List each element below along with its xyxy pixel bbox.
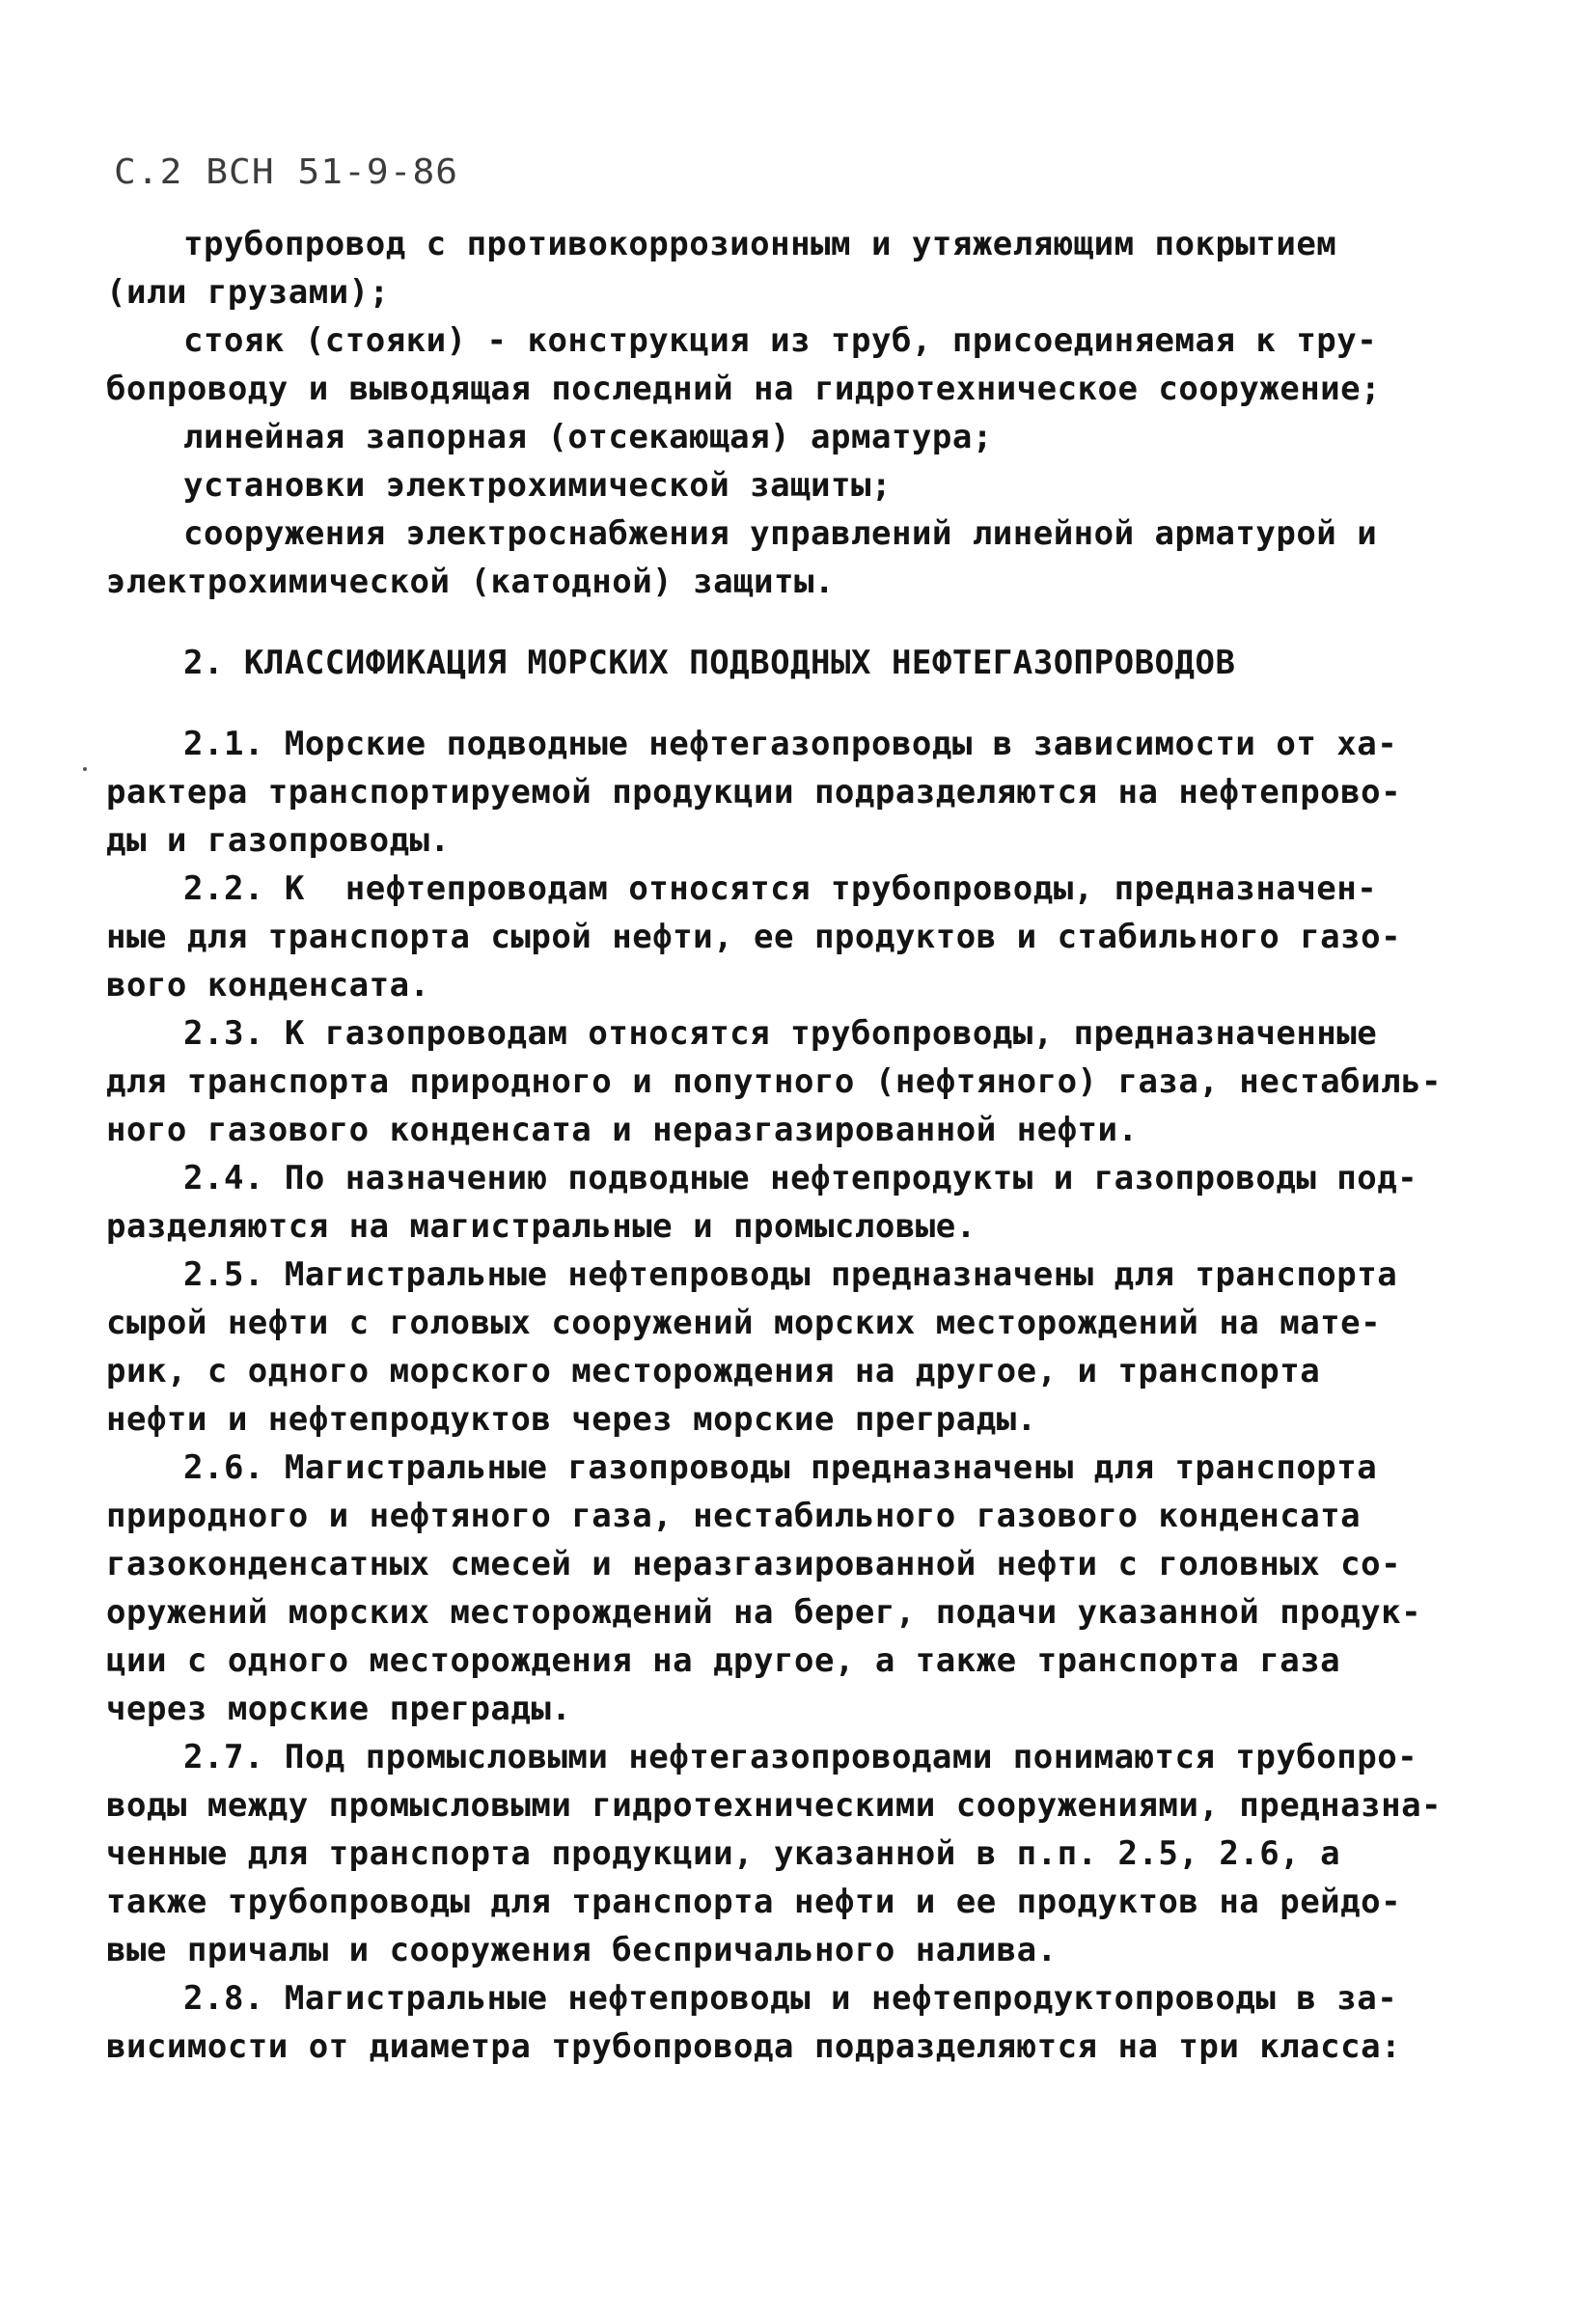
section-heading: 2. КЛАССИФИКАЦИЯ МОРСКИХ ПОДВОДНЫХ НЕФТЕГАЗОПРОВОДОВ [183,644,1236,682]
text-line: также трубопроводы для транспорта нефти и ее продуктов на рейдо- [106,1883,1402,1921]
text-line: рактера транспортируемой продукции подразделяются на нефтепрово- [106,773,1402,812]
paragraph-gap [106,606,1457,639]
text-line: установки электрохимической защиты; [183,466,892,505]
text-line: воды между промысловыми гидротехническими сооружениями, предназна- [106,1786,1443,1825]
text-line: для транспорта природного и попутного (нефтяного) газа, нестабиль- [106,1062,1443,1101]
text-line: сооружения электроснабжения управлений линейной арматурой и [183,514,1378,553]
text-line: вого конденсата. [106,966,430,1005]
text-line: линейная запорная (отсекающая) арматура; [183,418,993,456]
text-line: бопроводу и выводящая последний на гидротехническое сооружение; [106,370,1382,408]
text-line: вые причалы и сооружения беспричального налива. [106,1931,1058,1969]
document-body [106,220,1457,2071]
text-line: 2.2. К нефтепроводам относятся трубопроводы, предназначен- [183,869,1378,908]
text-line: газоконденсатных смесей и неразгазированной нефти с головных со- [106,1545,1402,1583]
text-line: ные для транспорта сырой нефти, ее продуктов и стабильного газо- [106,918,1402,956]
scan-speck [83,767,87,771]
text-line: 2.7. Под промысловыми нефтегазопроводами понимаются трубопро- [183,1738,1418,1776]
paragraph-gap [106,687,1457,720]
text-line: трубопровод с противокоррозионным и утяжеляющим покрытием [183,225,1337,263]
text-line: нефти и нефтепродуктов через морские преграды. [106,1400,1037,1439]
text-line: электрохимической (катодной) защиты. [106,563,835,601]
text-line: 2.8. Магистральные нефтепроводы и нефтепродуктопроводы в за- [183,1979,1398,2018]
document-code: С.2 ВСН 51-9-86 [114,152,459,192]
text-line: оружений морских месторождений на берег, подачи указанной продук- [106,1593,1422,1632]
text-line: 2.1. Морские подводные нефтегазопроводы в зависимости от ха- [183,725,1398,763]
text-line: 2.3. К газопроводам относятся трубопроводы, предназначенные [183,1014,1378,1053]
text-line: ченные для транспорта продукции, указанной в п.п. 2.5, 2.6, а [106,1834,1341,1873]
text-line: рик, с одного морского месторождения на другое, и транспорта [106,1352,1321,1390]
text-line: сырой нефти с головых сооружений морских месторождений на мате- [106,1304,1382,1342]
text-line: стояк (стояки) - конструкция из труб, присоединяемая к тру- [183,321,1378,360]
text-line: 2.5. Магистральные нефтепроводы предназначены для транспорта [183,1255,1398,1294]
text-line: висимости от диаметра трубопровода подразделяются на три класса: [106,2027,1402,2066]
text-line: (или грузами); [106,273,390,312]
text-line: разделяются на магистральные и промысловые. [106,1207,977,1246]
text-line: через морские преграды. [106,1690,572,1728]
text-line: ды и газопроводы. [106,821,451,860]
text-line: ного газового конденсата и неразгазированной нефти. [106,1111,1139,1149]
text-line: 2.6. Магистральные газопроводы предназначены для транспорта [183,1448,1378,1487]
text-line: ции с одного месторождения на другое, а также транспорта газа [106,1641,1341,1680]
text-line: природного и нефтяного газа, нестабильного газового конденсата [106,1497,1362,1535]
text-line: 2.4. По назначению подводные нефтепродукты и газопроводы под- [183,1159,1418,1197]
